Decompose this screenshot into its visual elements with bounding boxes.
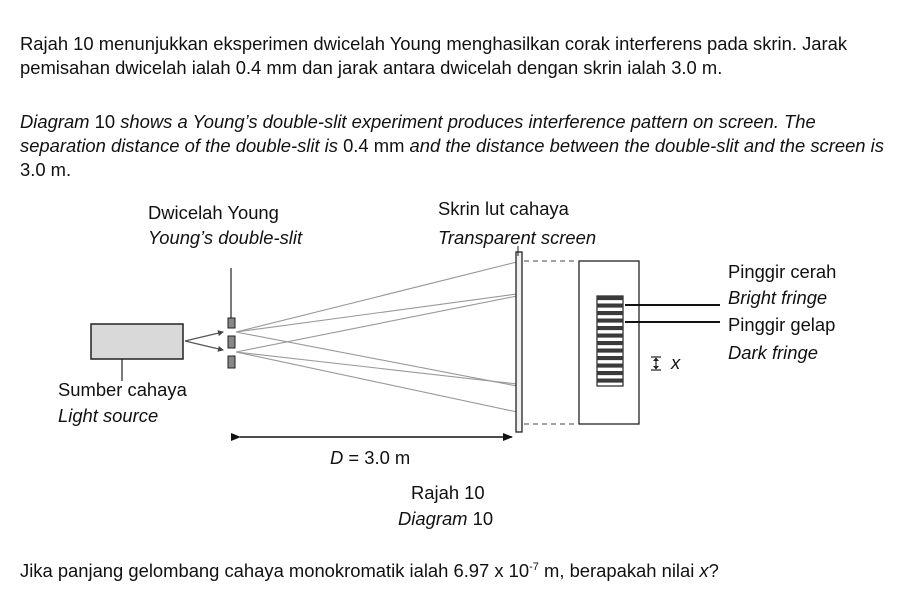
caption-english (398, 507, 493, 531)
dark-fringe-band (597, 319, 623, 323)
intro-en-part: 3.0 m. (20, 159, 72, 180)
distance-value: = 3.0 m (348, 447, 411, 468)
question-part3: ? (708, 560, 719, 581)
question-part2: m, berapakah nilai (538, 560, 700, 581)
dark-fringe-label-malay: Pinggir gelap (728, 314, 836, 335)
dark-fringe-band (597, 356, 623, 360)
dark-fringe-band (597, 334, 623, 338)
source-ray-lower (185, 341, 223, 350)
double-slit-block-mid (228, 336, 235, 348)
dark-fringe-band (597, 379, 623, 383)
dark-fringe-band (597, 364, 623, 368)
question-exponent: -7 (529, 560, 539, 573)
source-ray-upper (185, 332, 223, 341)
light-source-label-english: Light source (58, 405, 159, 426)
distance-label (330, 446, 410, 470)
caption-malay: Rajah 10 (411, 482, 485, 503)
dark-fringe-band (597, 311, 623, 315)
question-part1: Jika panjang gelombang cahaya monokromatik ialah 6.97 x 10 (20, 560, 530, 581)
dark-fringe-label-english: Dark fringe (728, 342, 818, 363)
intro-en-part: shows a Young’s double-slit experiment produces interference pattern on screen. The separation distance of the double-slit is (20, 111, 816, 156)
double-slit-block-top (228, 318, 235, 328)
double-slit-label-malay: Dwicelah Young (148, 202, 279, 223)
x-spacing-label: x (671, 352, 681, 373)
bright-fringe-label-malay: Pinggir cerah (728, 261, 837, 282)
dark-fringe-band (597, 296, 623, 300)
intro-en-part: 10 (94, 111, 116, 132)
dark-fringe-band (597, 341, 623, 345)
intro-en-part: Diagram (20, 111, 90, 132)
distance-symbol: D (330, 447, 344, 468)
double-slit-label-english: Young’s double-slit (148, 227, 303, 248)
bright-fringe-label-english: Bright fringe (728, 287, 828, 308)
intro-en-part: and the distance between the double-slit and the screen is (409, 135, 884, 156)
screen-label-malay: Skrin lut cahaya (438, 198, 569, 219)
transparent-screen (516, 252, 522, 432)
light-source-box (91, 324, 183, 359)
intro-en-part: 0.4 mm (343, 135, 405, 156)
dark-fringe-band (597, 304, 623, 308)
screen-label-english: Transparent screen (438, 227, 597, 248)
fringe-pattern (597, 296, 623, 386)
dark-fringe-band (597, 371, 623, 375)
caption-english-word: Diagram (398, 508, 468, 529)
light-source-label-malay: Sumber cahaya (58, 379, 187, 400)
interference-rays (236, 262, 517, 412)
dark-fringe-band (597, 326, 623, 330)
dark-fringe-band (597, 349, 623, 353)
question-text (20, 559, 900, 583)
double-slit-block-bot (228, 356, 235, 368)
intro-paragraph-malay: Rajah 10 menunjukkan eksperimen dwicelah Young menghasilkan corak interferens pada skrin. Jarak pemisahan dwicelah ialah 0.4 mm dan jarak antara dwicelah dengan skrin ialah 3.0 m. (20, 33, 848, 78)
question-variable: x (699, 560, 709, 581)
caption-english-number: 10 (472, 508, 494, 529)
